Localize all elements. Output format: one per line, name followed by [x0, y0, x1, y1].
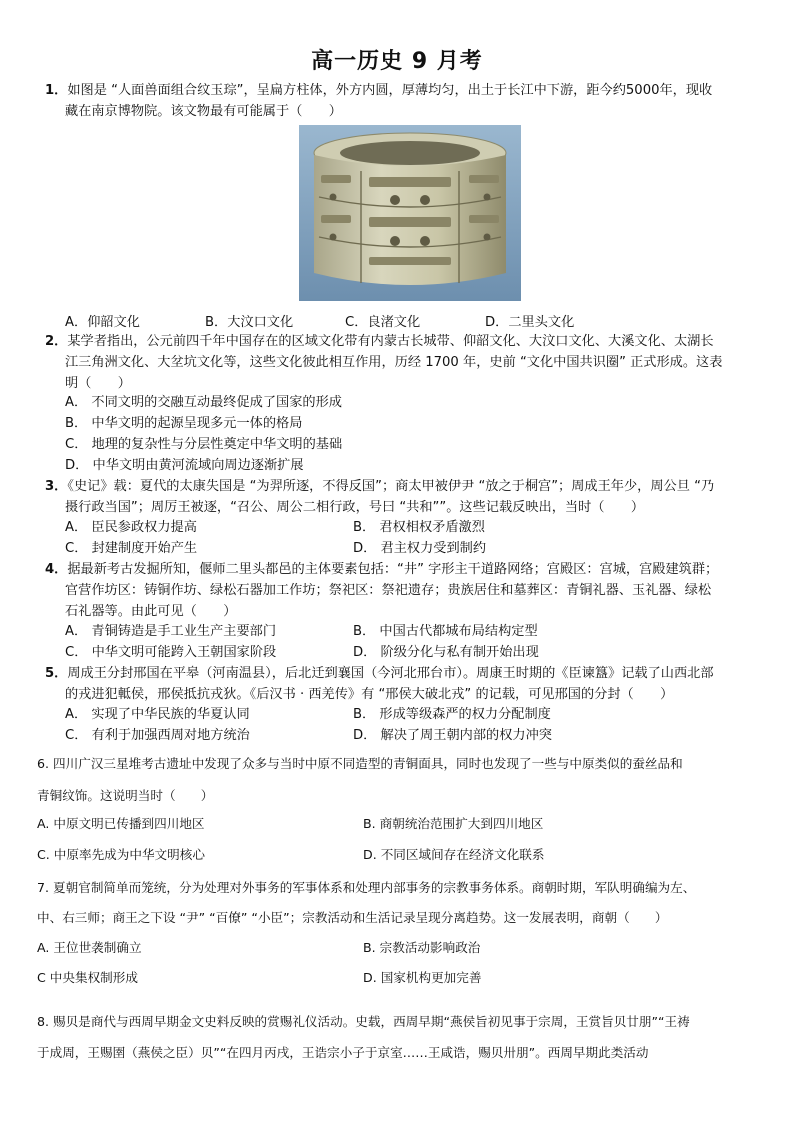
- question-stem: 四川广汉三星堆考古遗址中发现了众多与当时中原不同造型的青铜面具，同时也发现了一些与中原类似的蚕丝品和: [53, 756, 683, 771]
- question-2: [45, 331, 760, 394]
- option-b[interactable]: B. 宗教活动影响政治: [363, 940, 481, 955]
- question-stem: 周成王分封邢国在平皋（河南温县），后北迁到襄国（今河北邢台市）。周康王时期的《臣谏簋》记载了山西北部: [67, 666, 714, 681]
- option-a[interactable]: A． 实现了中华民族的华夏认同: [65, 707, 250, 722]
- option-d[interactable]: D. 不同区域间存在经济文化联系: [363, 847, 545, 862]
- option-c[interactable]: C 中央集权制形成: [37, 970, 138, 985]
- question-stem-cont: 青铜纹饰。这说明当时（ ）: [37, 788, 214, 803]
- option-c[interactable]: C． 封建制度开始产生: [65, 541, 198, 556]
- question-number: 2．: [45, 334, 68, 349]
- option-b[interactable]: B． 中华文明的起源呈现多元一体的格局: [65, 416, 303, 431]
- question-1: [45, 80, 760, 122]
- option-d[interactable]: D. 国家机构更加完善: [363, 970, 482, 985]
- option-c[interactable]: C．良渚文化: [345, 315, 421, 330]
- question-number: 7.: [37, 880, 50, 895]
- option-c[interactable]: C． 中华文明可能跨入王朝国家阶段: [65, 645, 277, 660]
- option-c[interactable]: C. 中原率先成为中华文明核心: [37, 847, 205, 862]
- option-a[interactable]: A． 臣民参政权力提高: [65, 520, 197, 535]
- question-3: [45, 476, 760, 518]
- option-b[interactable]: B． 形成等级森严的权力分配制度: [353, 707, 551, 722]
- question-stem-cont: 石礼器等。由此可见（ ）: [65, 604, 237, 619]
- question-4: [45, 559, 760, 622]
- option-b[interactable]: B． 君权相权矛盾激烈: [353, 520, 485, 535]
- question-8-stem: [37, 1011, 690, 1030]
- question-stem: 赐贝是商代与西周早期金文史料反映的赏赐礼仪活动。史载，西周早期“燕侯旨初见事于宗周，王赏旨贝廿朋”“王祷: [53, 1014, 690, 1029]
- question-number: 4．: [45, 562, 68, 577]
- question-number: 1．: [45, 83, 68, 98]
- question-stem-cont: 明（ ）: [65, 376, 131, 391]
- option-c[interactable]: C． 有利于加强西周对地方统治: [65, 728, 250, 743]
- option-a[interactable]: A． 不同文明的交融互动最终促成了国家的形成: [65, 395, 342, 410]
- option-a[interactable]: A．仰韶文化: [65, 315, 140, 330]
- question-stem: 某学者指出，公元前四千年中国存在的区域文化带有内蒙古长城带、仰韶文化、大汶口文化、大溪文化、太湖长: [67, 334, 714, 349]
- option-d[interactable]: D． 君主权力受到制约: [353, 541, 487, 556]
- option-c[interactable]: C． 地理的复杂性与分层性奠定中华文明的基础: [65, 437, 343, 452]
- question-6-stem: [37, 753, 683, 772]
- option-a[interactable]: A. 王位世袭制确立: [37, 940, 142, 955]
- question-stem: 如图是 “人面兽面组合纹玉琮”，呈扁方柱体，外方内圆，厚薄均匀，出土于长江中下游，距今约5000年，现收: [67, 83, 713, 98]
- option-b[interactable]: B. 商朝统治范围扩大到四川地区: [363, 816, 544, 831]
- question-number: 8.: [37, 1014, 50, 1029]
- question-number: 5．: [45, 666, 68, 681]
- option-d[interactable]: D．二里头文化: [485, 315, 575, 330]
- question-stem-cont: 官营作坊区：铸铜作坊、绿松石器加工作坊；祭祀区：祭祀遗存；贵族居住和墓葬区：青铜礼器、玉礼器、绿松: [65, 583, 712, 598]
- question-stem-cont: 中、右三师；商王之下设 “尹” “百僚” “小臣”；宗教活动和生活记录呈现分离趋势。这一发展表明，商朝（ ）: [37, 910, 668, 925]
- option-a[interactable]: A. 中原文明已传播到四川地区: [37, 816, 205, 831]
- question-7-stem: [37, 877, 695, 896]
- option-b[interactable]: B．大汶口文化: [205, 315, 294, 330]
- option-a[interactable]: A． 青铜铸造是手工业生产主要部门: [65, 624, 277, 639]
- question-stem-cont: 的戎进犯軧侯，邢侯抵抗戎狄。《后汉书 · 西羌传》有 “邢侯大破北戎” 的记载，可见邢国的分封（ ）: [65, 687, 674, 702]
- question-1-options: [65, 311, 765, 330]
- question-number: 3．: [45, 479, 68, 494]
- question-stem-cont: 摄行政当国”；周厉王被逐，“召公、周公二相行政，号曰 “共和””。这些记载反映出，当时（ ）: [65, 500, 645, 515]
- page-title: 高一历史 9 月考: [311, 49, 483, 74]
- question-stem: 据最新考古发掘所知，偃师二里头都邑的主体要素包括：“井” 字形主干道路网络；宫殿区：宫城，宫殿建筑群；: [67, 562, 719, 577]
- question-stem-cont: 江三角洲文化、大坌坑文化等，这些文化彼此相互作用，历经 1700 年，史前 “文化中国共识圈” 正式形成。这表: [65, 355, 723, 370]
- option-d[interactable]: D． 中华文明由黄河流域向周边逐渐扩展: [65, 458, 304, 473]
- question-stem-cont: 于成周，王赐圉（燕侯之臣）贝”“在四月丙戌，王诰宗小子于京室……王咸诰，赐贝卅朋”。西周早期此类活动: [37, 1045, 649, 1060]
- option-d[interactable]: D． 解决了周王朝内部的权力冲突: [353, 728, 552, 743]
- question-5: [45, 663, 760, 705]
- question-number: 6.: [37, 756, 50, 771]
- option-b[interactable]: B． 中国古代都城布局结构定型: [353, 624, 538, 639]
- question-stem: 《史记》载：夏代的太康失国是 “为羿所逐，不得反国”；商太甲被伊尹 “放之于桐宫”；周成王年少，周公旦 “乃: [67, 479, 715, 494]
- option-d[interactable]: D． 阶级分化与私有制开始出现: [353, 645, 539, 660]
- jade-cong-photo: [299, 125, 521, 301]
- question-stem: 夏朝官制简单而笼统，分为处理对外事务的军事体系和处理内部事务的宗教事务体系。商朝时期，军队明确编为左、: [53, 880, 696, 895]
- question-stem-cont: 藏在南京博物院。该文物最有可能属于（ ）: [65, 104, 342, 119]
